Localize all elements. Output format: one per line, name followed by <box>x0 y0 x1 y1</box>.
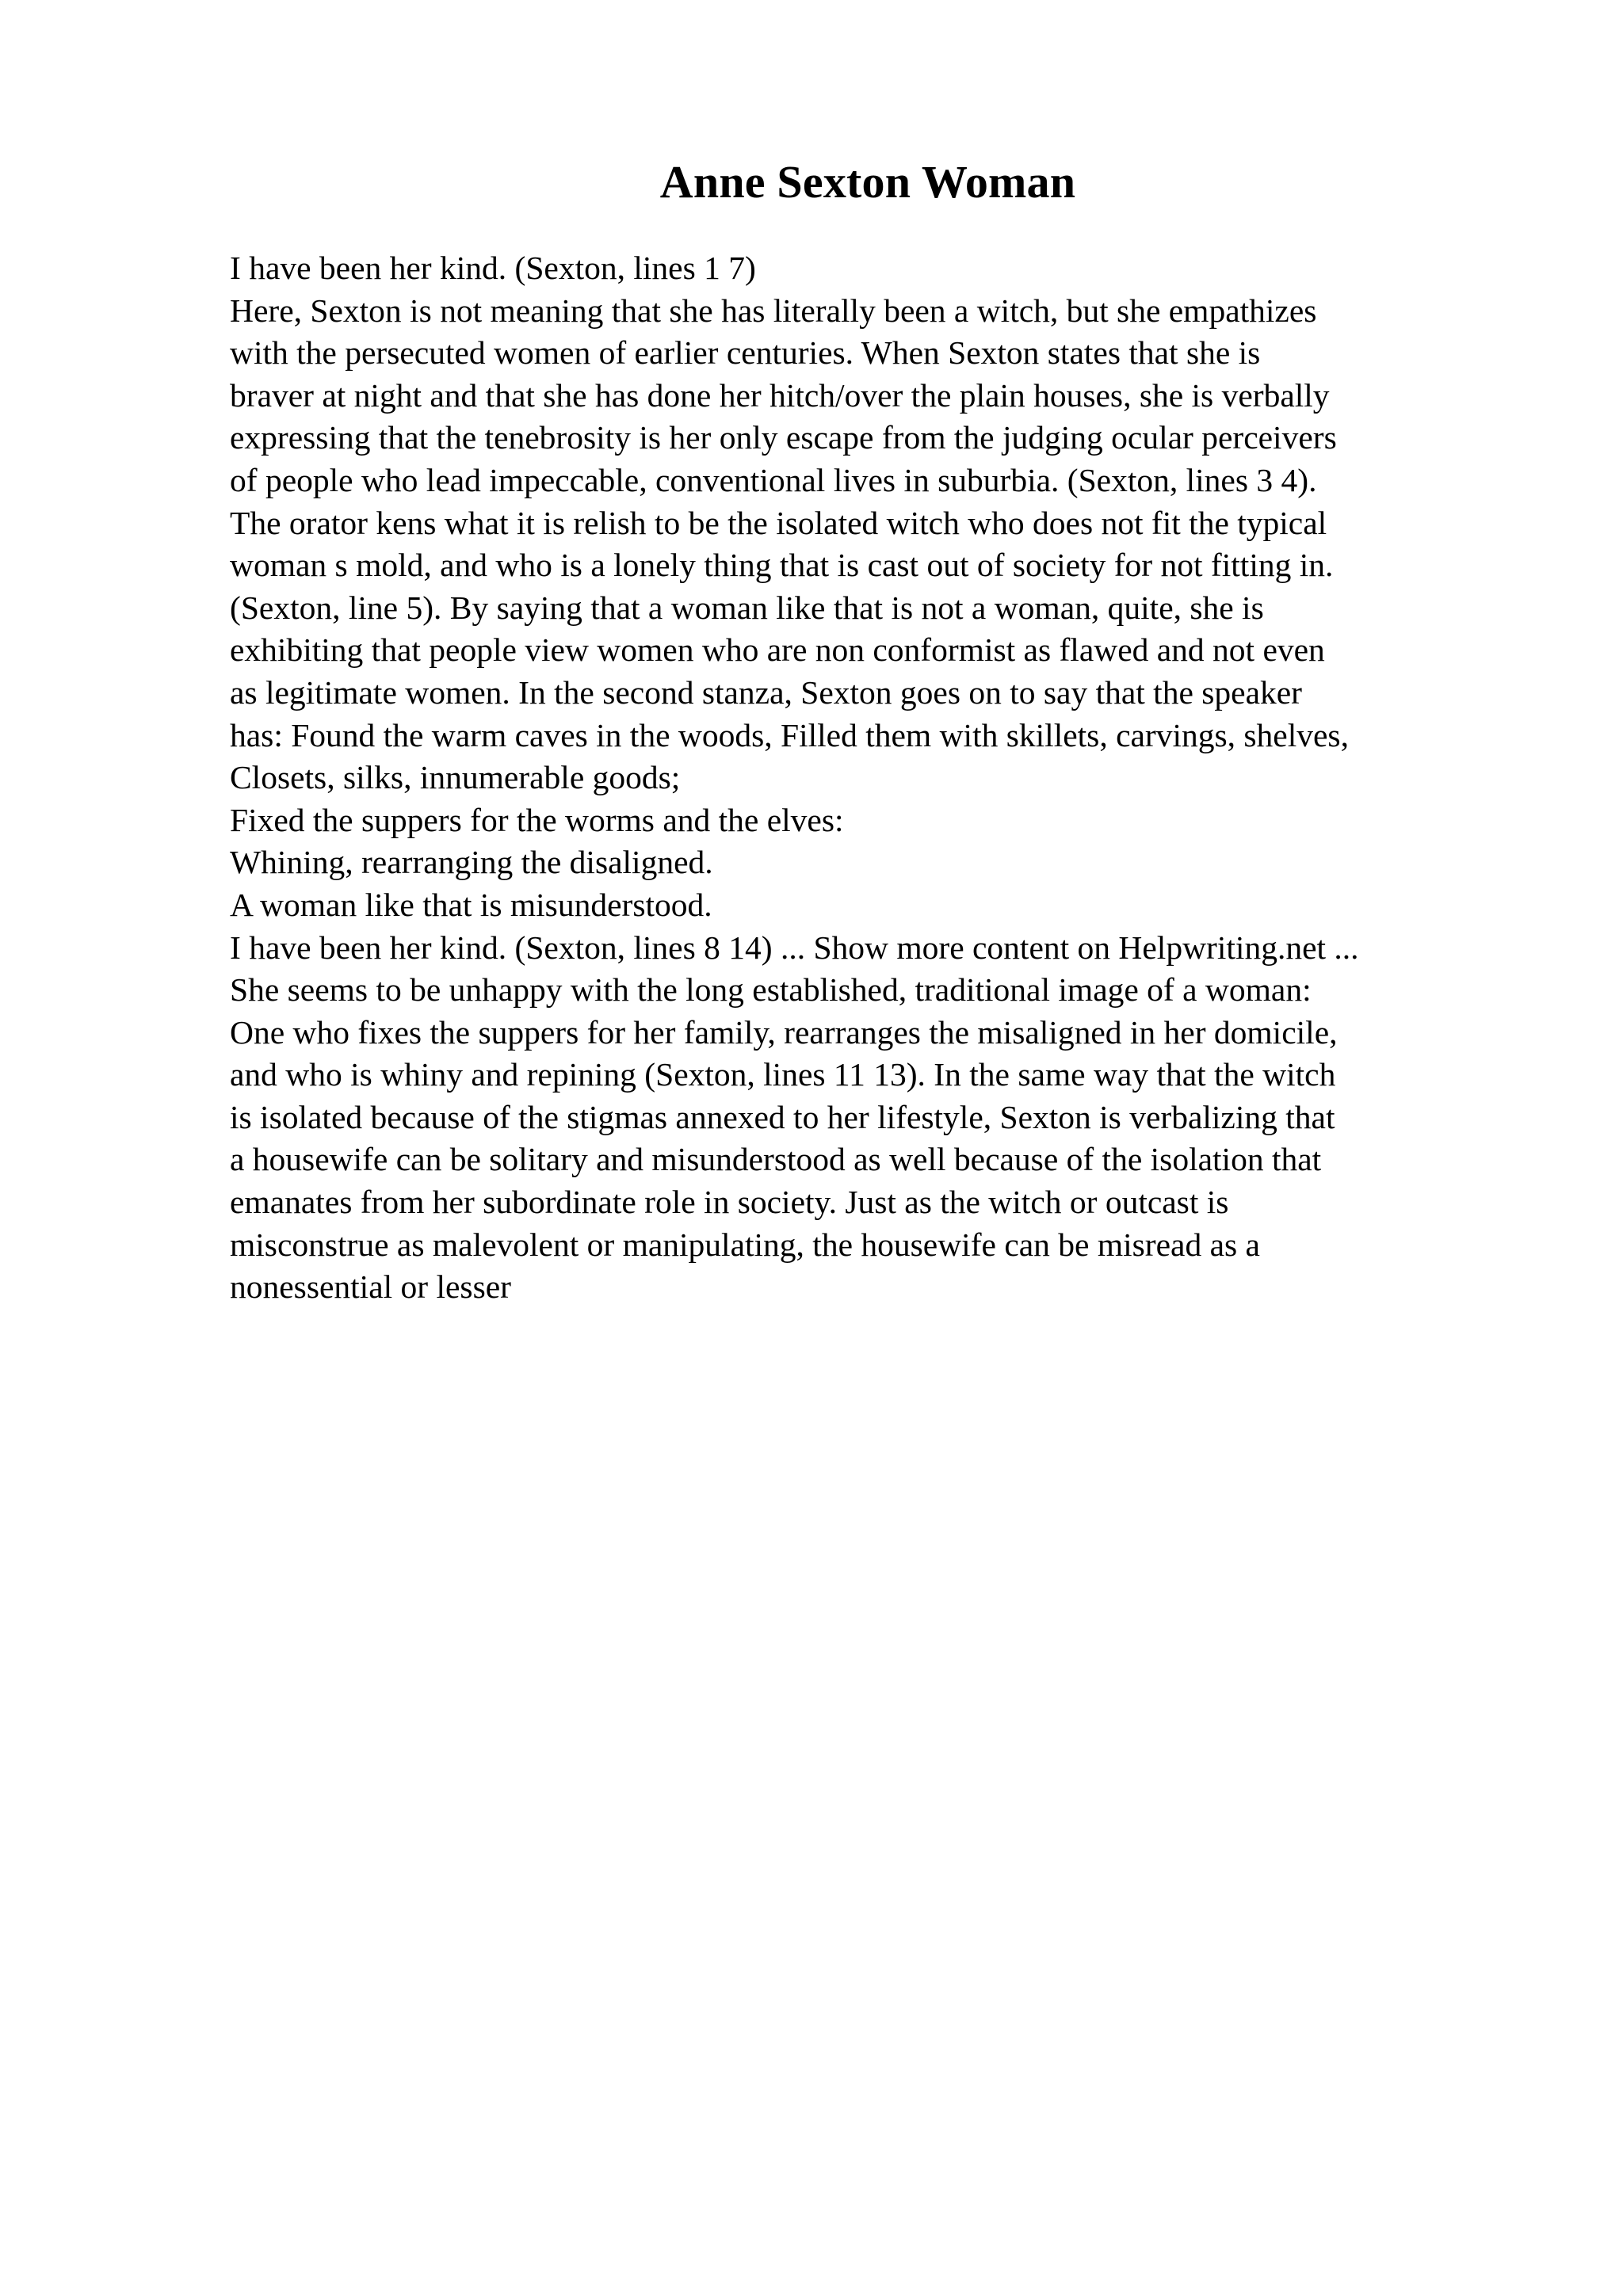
text-line: She seems to be unhappy with the long established, traditional image of a woman: <box>230 971 1312 1009</box>
text-line: Whining, rearranging the disaligned. <box>230 844 713 881</box>
text-line: exhibiting that people view women who are non conformist as flawed and not even <box>230 631 1325 669</box>
text-line: Closets, silks, innumerable goods; <box>230 759 681 796</box>
text-line: The orator kens what it is relish to be the isolated witch who does not fit the typical <box>230 504 1327 541</box>
text-line: I have been her kind. (Sexton, lines 8 14) ... Show more content on Helpwriting.net ... <box>230 929 1359 966</box>
text-line: emanates from her subordinate role in society. Just as the witch or outcast is <box>230 1184 1229 1221</box>
document-body <box>230 247 1514 1309</box>
text-line: has: Found the warm caves in the woods, Filled them with skillets, carvings, shelves, <box>230 716 1349 753</box>
text-line: I have been her kind. (Sexton, lines 1 7) <box>230 250 756 286</box>
text-line: misconstrue as malevolent or manipulating, the housewife can be misread as a <box>230 1226 1260 1263</box>
text-line: Fixed the suppers for the worms and the elves: <box>230 801 844 838</box>
text-line: is isolated because of the stigmas annexed to her lifestyle, Sexton is verbalizing that <box>230 1098 1335 1135</box>
text-line: (Sexton, line 5). By saying that a woman like that is not a woman, quite, she is <box>230 589 1264 626</box>
text-line: of people who lead impeccable, conventional lives in suburbia. (Sexton, lines 3 4). <box>230 461 1317 498</box>
text-line: nonessential or lesser <box>230 1268 511 1306</box>
text-line: with the persecuted women of earlier centuries. When Sexton states that she is <box>230 334 1261 372</box>
text-line: as legitimate women. In the second stanza, Sexton goes on to say that the speaker <box>230 673 1302 711</box>
text-line: woman s mold, and who is a lonely thing that is cast out of society for not fitting in. <box>230 547 1334 584</box>
text-line: a housewife can be solitary and misunderstood as well because of the isolation that <box>230 1141 1322 1178</box>
text-line: One who fixes the suppers for her family, rearranges the misaligned in her domicile, <box>230 1013 1338 1051</box>
text-line: Here, Sexton is not meaning that she has literally been a witch, but she empathizes <box>230 292 1317 329</box>
text-line: expressing that the tenebrosity is her only escape from the judging ocular perceivers <box>230 419 1337 456</box>
page-title: Anne Sexton Woman <box>659 156 1076 208</box>
text-line: braver at night and that she has done her hitch/over the plain houses, she is verbally <box>230 376 1330 414</box>
text-line: A woman like that is misunderstood. <box>230 886 712 923</box>
text-line: and who is whiny and repining (Sexton, lines 11 13). In the same way that the witch <box>230 1056 1336 1093</box>
